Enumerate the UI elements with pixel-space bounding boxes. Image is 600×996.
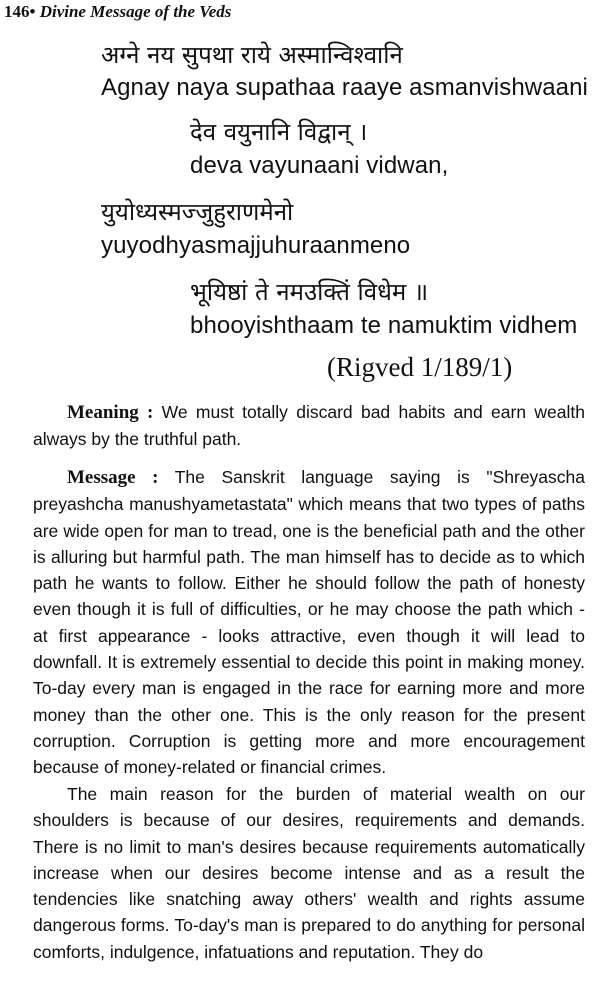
message-text: The Sanskrit language saying is "Shreyascha preyashcha manushyametastata" which means that two types of paths are wide open for man to tread, one is the beneficial path and the other is alluring but harmful path. The man himself has to decide as to which path he wants to follow. Either he should follow the path of honesty even though it is full of difficulties, or he may choose the path which - at first appearance - looks attractive, even though it will lead to downfall. It is extremely essential to decide this point in making money. To-day every man is engaged in the race for earning more and more money than the other one. This is the only reason for the present corruption. Corruption is getting more and more encouragement because of money-related or financial crimes. <box>33 467 586 778</box>
body-paragraph-3 <box>33 781 585 965</box>
verse-line-3-roman: yuyodhyasmajjuhuraanmeno <box>101 232 411 259</box>
verse-line-2-roman: deva vayunaani vidwan, <box>190 152 449 179</box>
verse-line-3-devanagari: युयोध्यस्मज्जुहुराणमेनो <box>101 198 294 226</box>
verse-line-1-devanagari: अग्ने नय सुपथा राये अस्मान्विश्वानि <box>101 41 403 69</box>
meaning-text: We must totally discard bad habits and earn wealth always by the truthful path. <box>33 402 585 450</box>
meaning-paragraph <box>33 399 585 453</box>
verse-line-2-devanagari: देव वयुनानि विद्वान् । <box>190 118 368 146</box>
verse-line-4-roman: bhooyishthaam te namuktim vidhem <box>190 312 578 339</box>
running-title: Divine Message of the Veds <box>39 2 232 21</box>
message-paragraph <box>33 464 585 781</box>
page-number: 146 <box>4 2 30 21</box>
message-label: Message : <box>67 467 159 488</box>
verse-reference: (Rigved 1/189/1) <box>327 352 513 382</box>
verse-line-1-roman: Agnay naya supathaa raaye asmanvishwaani <box>101 74 588 101</box>
page-header <box>4 2 231 22</box>
header-bullet: • <box>29 2 36 21</box>
verse-line-4-devanagari: भूयिष्ठां ते नमउक्तिं विधेम ॥ <box>190 278 429 306</box>
meaning-label: Meaning : <box>67 402 154 423</box>
paragraph-3-text: The main reason for the burden of material wealth on our shoulders is because of our desires, requirements and demands. There is no limit to man's desires because requirements automatically increase when our desires become intense and as a result the tendencies like snatching away others' wealth and rights assume dangerous forms. To-day's man is prepared to do anything for personal comforts, indulgence, infatuations and reputation. They do <box>33 784 585 962</box>
